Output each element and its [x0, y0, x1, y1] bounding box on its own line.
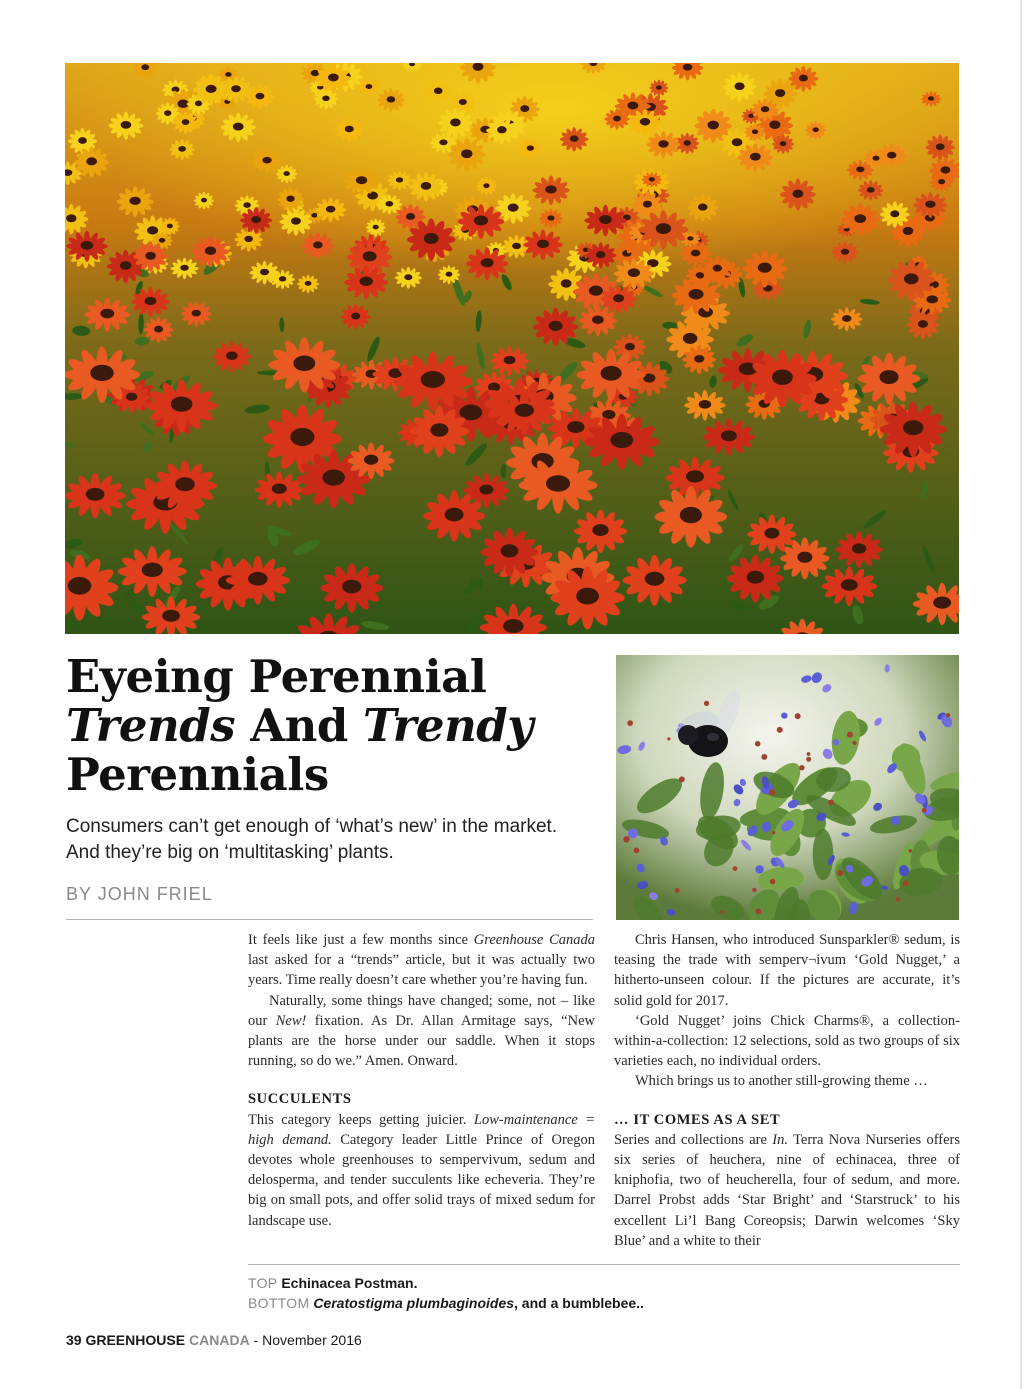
- paragraph: Which brings us to another still-growing theme …: [635, 1073, 928, 1090]
- photo-captions: [248, 1273, 960, 1313]
- text-run: It feels like just a few months since: [248, 932, 474, 948]
- bud-shape: [806, 757, 811, 762]
- bud-shape: [675, 888, 680, 893]
- text-run: This category keeps getting juicier.: [248, 1111, 474, 1128]
- body-column-right: [614, 930, 960, 1251]
- emphasis: New!: [275, 1012, 307, 1029]
- bud-shape: [909, 849, 913, 853]
- inset-photo: [616, 655, 959, 920]
- caption-divider: [248, 1264, 960, 1265]
- bud-shape: [679, 776, 685, 782]
- title-word-trends: Trends: [66, 699, 236, 752]
- bud-shape: [903, 880, 909, 886]
- bud-shape: [634, 848, 640, 854]
- bud-shape: [896, 897, 900, 901]
- bud-shape: [852, 741, 856, 745]
- flower-field-illustration: [65, 63, 959, 634]
- byline-divider: [66, 919, 593, 920]
- paragraph: [248, 930, 595, 991]
- publication-name: Greenhouse Canada: [473, 932, 596, 948]
- title-line-1: Eyeing Perennial: [66, 650, 487, 703]
- text-run: Terra Nova Nurseries offers six series of heuchera, nine of echinacea, three of kniphofia, two of heucherella, four of sedum, and more. Darrel Probst adds ‘Star Bright’ and ‘Starstruck’ to his excellent Li’l Bang Coreopsis; Darwin welcomes ‘Sky Blue’ and a white to their: [614, 1131, 960, 1249]
- section-heading-succulents: SUCCULENTS: [248, 1091, 352, 1108]
- bud-shape: [807, 752, 811, 756]
- caption-text: Echinacea Postman.: [281, 1275, 418, 1291]
- caption-bottom: [248, 1293, 960, 1313]
- page-footer: [66, 1332, 362, 1348]
- title-line-3: Perennials: [66, 748, 329, 801]
- bud-shape: [770, 879, 776, 885]
- caption-label: BOTTOM: [248, 1295, 310, 1311]
- text-run: last asked for a “trends” article, but it was actually two years. Time really doesn’t care whether you’re having fun.: [248, 952, 595, 989]
- bud-shape: [755, 909, 761, 915]
- bud-shape: [837, 870, 843, 876]
- bud-shape: [922, 808, 927, 813]
- title-word-trendy: Trendy: [363, 699, 533, 752]
- body-column-left: [248, 930, 595, 1231]
- section-heading-sets: … IT COMES AS A SET: [614, 1111, 781, 1128]
- article-byline: BY JOHN FRIEL: [66, 884, 213, 904]
- paragraph: Chris Hansen, who introduced Sunsparkler® sedum, is teasing the trade with semperv¬ivum ‘Gold Nugget,’ a hitherto-unseen colour. If the pictures are accurate, it’s solid gold for 2017.: [614, 932, 960, 1009]
- caption-species: Ceratostigma plumbaginoides: [313, 1295, 515, 1311]
- magazine-name-suffix: CANADA: [189, 1332, 250, 1348]
- bud-shape: [795, 713, 801, 719]
- bumblebee-plant-illustration: [616, 655, 959, 920]
- bud-shape: [755, 741, 761, 747]
- bud-shape: [946, 713, 950, 717]
- bud-shape: [667, 737, 670, 740]
- bud-shape: [828, 800, 834, 806]
- bud-shape: [777, 727, 783, 733]
- bud-shape: [733, 866, 738, 871]
- issue-date: - November 2016: [249, 1332, 362, 1348]
- bud-shape: [752, 888, 756, 892]
- article-deck: Consumers can’t get enough of ‘what’s new’ in the market. And they’re big on ‘multitasking’ plants.: [66, 816, 558, 863]
- caption-text: , and a bumblebee..: [514, 1295, 644, 1311]
- page-number: 39: [66, 1332, 82, 1348]
- emphasis: In.: [772, 1131, 788, 1148]
- title-word-and: And: [235, 699, 364, 752]
- paragraph: [614, 1130, 960, 1251]
- text-run: Category leader Little Prince of Oregon devotes whole greenhouses to sempervivum, sedum and delosperma, and tender succulents like echeveria. They’re big on small pots, and offer solid trays of mixed sedum for landscape use.: [248, 1131, 595, 1229]
- bud-shape: [623, 836, 630, 843]
- paragraph: [248, 991, 595, 1072]
- bud-shape: [799, 765, 804, 770]
- page-edge-rule: [1020, 0, 1022, 1389]
- bud-shape: [704, 701, 709, 706]
- text-run: fixation. As Dr. Allan Armitage says, “New plants are the horse under our saddle. When it stops running, so do we.” Amen. Onward.: [248, 1012, 595, 1070]
- hero-photo: [65, 63, 959, 634]
- bud-shape: [761, 754, 767, 760]
- caption-label: TOP: [248, 1275, 278, 1291]
- bud-shape: [769, 789, 775, 795]
- bud-shape: [720, 910, 724, 914]
- emphasis: Low-maintenance = high demand.: [248, 1111, 596, 1148]
- article-title: [66, 652, 606, 799]
- caption-top: [248, 1273, 960, 1293]
- text-run: Naturally, some things have changed; some, not – like our: [248, 992, 595, 1029]
- bud-shape: [847, 732, 853, 738]
- bud-shape: [627, 720, 633, 726]
- magazine-name: GREENHOUSE: [85, 1332, 186, 1348]
- text-run: Series and collections are: [614, 1131, 773, 1148]
- paragraph: ‘Gold Nugget’ joins Chick Charms®, a collection-within-a-collection: 12 selections, sold as two groups of six varieties each, no individual orders.: [614, 1012, 960, 1070]
- bud-shape: [772, 831, 775, 834]
- paragraph: [248, 1110, 595, 1231]
